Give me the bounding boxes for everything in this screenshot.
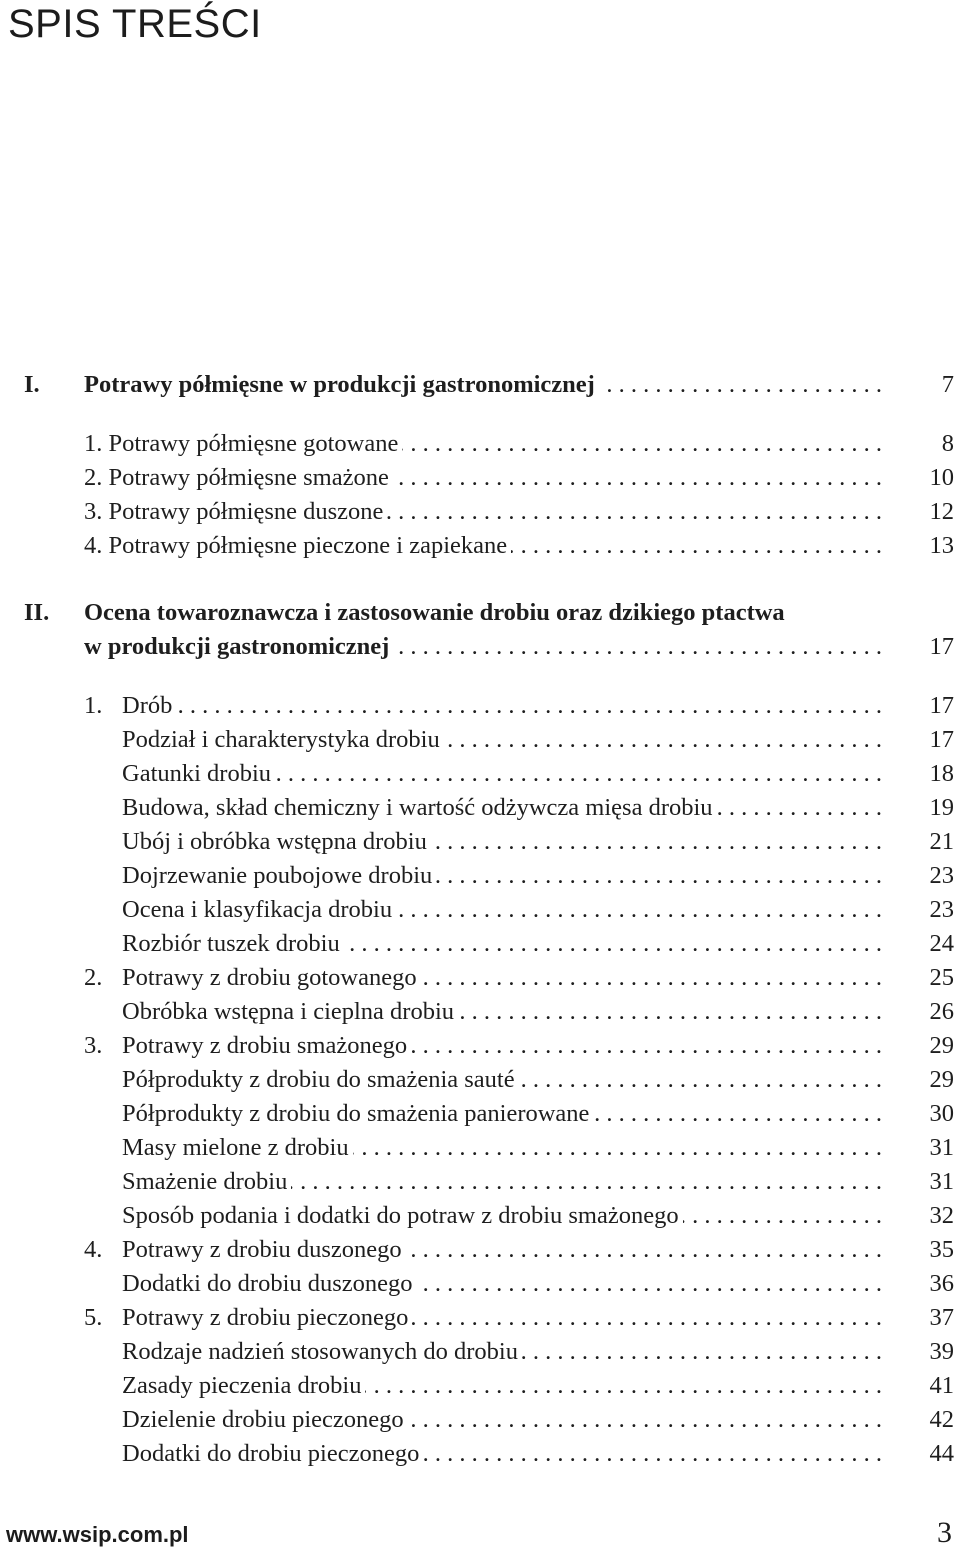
- page-ref: 44: [929, 1440, 954, 1467]
- toc-subsection[interactable]: [0, 723, 960, 757]
- page-ref: 23: [929, 896, 954, 923]
- page-ref: 37: [929, 1304, 954, 1331]
- toc-section[interactable]: [0, 689, 960, 723]
- page-ref: 30: [929, 1100, 954, 1127]
- entry-label: Dojrzewanie poubojowe drobiu: [122, 859, 436, 893]
- leader-line: [122, 791, 882, 825]
- leader-line: [122, 893, 882, 927]
- page-ref: 19: [929, 794, 954, 821]
- entry-label: Rozbiór tuszek drobiu: [122, 927, 344, 961]
- toc-subsection[interactable]: [0, 859, 960, 893]
- page-ref: 42: [929, 1406, 954, 1433]
- leader-line: [122, 1097, 882, 1131]
- entry-label: Smażenie drobiu: [122, 1165, 291, 1199]
- chapter-title-line2: w produkcji gastronomicznej: [84, 630, 393, 664]
- entry-label: Podział i charakterystyka drobiu: [122, 723, 444, 757]
- leader-line: [122, 1131, 882, 1165]
- entry-label: Potrawy z drobiu gotowanego: [122, 961, 421, 995]
- dot-leader: [275, 757, 882, 791]
- toc-section[interactable]: [0, 961, 960, 995]
- entry-label: Budowa, skład chemiczny i wartość odżywcza mięsa drobiu: [122, 791, 717, 825]
- toc-entry[interactable]: [0, 461, 960, 495]
- section-number: 2.: [84, 964, 103, 991]
- leader-line: [122, 1029, 882, 1063]
- leader-line: [122, 689, 882, 723]
- entry-label: 4. Potrawy półmięsne pieczone i zapiekane: [84, 529, 511, 563]
- toc-subsection[interactable]: [0, 1199, 960, 1233]
- toc-subsection[interactable]: [0, 1335, 960, 1369]
- chapter-numeral: I.: [24, 371, 40, 398]
- leader-line: [122, 723, 882, 757]
- dot-leader: [406, 1233, 882, 1267]
- chapter-title: Potrawy półmięsne w produkcji gastronomicznej: [84, 368, 599, 402]
- entry-label: Dodatki do drobiu pieczonego: [122, 1437, 423, 1471]
- toc-entry[interactable]: [0, 495, 960, 529]
- toc-section[interactable]: [0, 1301, 960, 1335]
- entry-label: Potrawy z drobiu pieczonego: [122, 1301, 412, 1335]
- leader-line: [84, 427, 882, 461]
- leader-line: [84, 529, 882, 563]
- dot-leader: [387, 495, 882, 529]
- entry-label: 3. Potrawy półmięsne duszone: [84, 495, 387, 529]
- page-ref: 13: [929, 532, 954, 559]
- entry-label: Dodatki do drobiu duszonego: [122, 1267, 417, 1301]
- page-ref: 31: [929, 1168, 954, 1195]
- page-title: SPIS TREŚCI: [8, 2, 262, 46]
- leader-line: [84, 630, 882, 664]
- entry-label: Masy mielone z drobiu: [122, 1131, 353, 1165]
- page-ref: 23: [929, 862, 954, 889]
- section-number: 3.: [84, 1032, 103, 1059]
- leader-line: [122, 1437, 882, 1471]
- entry-label: Drób: [122, 689, 176, 723]
- leader-line: [122, 927, 882, 961]
- toc-subsection[interactable]: [0, 1369, 960, 1403]
- entry-label: Ocena i klasyfikacja drobiu: [122, 893, 396, 927]
- entry-label: 1. Potrawy półmięsne gotowane: [84, 427, 402, 461]
- section-number: 1.: [84, 692, 103, 719]
- entry-label: Rodzaje nadzień stosowanych do drobiu: [122, 1335, 522, 1369]
- toc-entry[interactable]: [0, 529, 960, 563]
- page-ref: 10: [929, 464, 954, 491]
- toc-subsection[interactable]: [0, 893, 960, 927]
- toc-subsection[interactable]: [0, 791, 960, 825]
- page-ref: 31: [929, 1134, 954, 1161]
- dot-leader: [717, 791, 882, 825]
- leader-line: [122, 961, 882, 995]
- page-ref: 18: [929, 760, 954, 787]
- toc-section[interactable]: [0, 1029, 960, 1063]
- page-ref: 21: [929, 828, 954, 855]
- page-ref: 24: [929, 930, 954, 957]
- leader-line: [122, 1199, 882, 1233]
- page-ref: 32: [929, 1202, 954, 1229]
- dot-leader: [176, 689, 882, 723]
- dot-leader: [408, 1403, 882, 1437]
- entry-label: 2. Potrawy półmięsne smażone: [84, 461, 393, 495]
- toc-subsection[interactable]: [0, 1063, 960, 1097]
- entry-label: Półprodukty z drobiu do smażenia sauté: [122, 1063, 519, 1097]
- dot-leader: [436, 859, 882, 893]
- page-ref: 17: [929, 633, 954, 660]
- entry-label: Obróbka wstępna i cieplna drobiu: [122, 995, 458, 1029]
- entry-label: Sposób podania i dodatki do potraw z drobiu smażonego: [122, 1199, 683, 1233]
- entry-label: Potrawy z drobiu duszonego: [122, 1233, 406, 1267]
- page-ref: 39: [929, 1338, 954, 1365]
- leader-line: [84, 461, 882, 495]
- chapter-numeral: II.: [24, 599, 50, 626]
- toc-subsection[interactable]: [0, 927, 960, 961]
- chapter-heading-I[interactable]: [0, 368, 960, 402]
- entry-label: Półprodukty z drobiu do smażenia panierowane: [122, 1097, 593, 1131]
- entry-label: Dzielenie drobiu pieczonego: [122, 1403, 408, 1437]
- dot-leader: [423, 1437, 882, 1471]
- dot-leader: [444, 723, 882, 757]
- leader-line: [122, 859, 882, 893]
- toc-subsection[interactable]: [0, 757, 960, 791]
- chapter-title-line1: Ocena towaroznawcza i zastosowanie drobiu oraz dzikiego ptactwa: [84, 599, 785, 626]
- toc-subsection[interactable]: [0, 1165, 960, 1199]
- dot-leader: [291, 1165, 882, 1199]
- dot-leader: [417, 1267, 882, 1301]
- toc-subsection[interactable]: [0, 1131, 960, 1165]
- leader-line: [122, 1369, 882, 1403]
- dot-leader: [522, 1335, 882, 1369]
- dot-leader: [402, 427, 882, 461]
- dot-leader: [519, 1063, 882, 1097]
- page-ref: 8: [941, 430, 954, 457]
- dot-leader: [344, 927, 882, 961]
- dot-leader: [511, 529, 882, 563]
- dot-leader: [599, 368, 882, 402]
- page-ref: 41: [929, 1372, 954, 1399]
- chapter-heading-II-cont[interactable]: [0, 630, 960, 664]
- leader-line: [122, 995, 882, 1029]
- dot-leader: [411, 1029, 882, 1063]
- page-ref: 17: [929, 692, 954, 719]
- dot-leader: [396, 893, 882, 927]
- page-ref: 29: [929, 1032, 954, 1059]
- toc-section[interactable]: [0, 1233, 960, 1267]
- toc-subsection[interactable]: [0, 1267, 960, 1301]
- toc-subsection[interactable]: [0, 1437, 960, 1471]
- page-ref: 36: [929, 1270, 954, 1297]
- section-number: 5.: [84, 1304, 103, 1331]
- leader-line: [122, 757, 882, 791]
- entry-label: Potrawy z drobiu smażonego: [122, 1029, 411, 1063]
- publisher-url[interactable]: www.wsip.com.pl: [6, 1522, 189, 1547]
- page-ref: 35: [929, 1236, 954, 1263]
- toc-subsection[interactable]: [0, 1403, 960, 1437]
- page-ref: 25: [929, 964, 954, 991]
- toc-subsection[interactable]: [0, 825, 960, 859]
- leader-line: [122, 1403, 882, 1437]
- dot-leader: [393, 630, 882, 664]
- page-ref: 17: [929, 726, 954, 753]
- leader-line: [122, 1165, 882, 1199]
- dot-leader: [458, 995, 882, 1029]
- leader-line: [84, 368, 882, 402]
- page-ref: 26: [929, 998, 954, 1025]
- dot-leader: [593, 1097, 882, 1131]
- dot-leader: [353, 1131, 882, 1165]
- toc-subsection[interactable]: [0, 995, 960, 1029]
- leader-line: [122, 1267, 882, 1301]
- page-number: 3: [937, 1516, 952, 1549]
- entry-label: Ubój i obróbka wstępna drobiu: [122, 825, 431, 859]
- dot-leader: [412, 1301, 882, 1335]
- leader-line: [122, 825, 882, 859]
- entry-label: Gatunki drobiu: [122, 757, 275, 791]
- dot-leader: [421, 961, 882, 995]
- toc-entry[interactable]: [0, 427, 960, 461]
- leader-line: [84, 495, 882, 529]
- leader-line: [122, 1301, 882, 1335]
- dot-leader: [431, 825, 882, 859]
- page-ref: 7: [941, 371, 954, 398]
- chapter-heading-II: [0, 596, 960, 630]
- page-ref: 29: [929, 1066, 954, 1093]
- dot-leader: [393, 461, 882, 495]
- leader-line: [122, 1063, 882, 1097]
- entry-label: Zasady pieczenia drobiu: [122, 1369, 365, 1403]
- leader-line: [122, 1335, 882, 1369]
- leader-line: [122, 1233, 882, 1267]
- dot-leader: [683, 1199, 882, 1233]
- section-number: 4.: [84, 1236, 103, 1263]
- toc-subsection[interactable]: [0, 1097, 960, 1131]
- page-ref: 12: [929, 498, 954, 525]
- dot-leader: [365, 1369, 882, 1403]
